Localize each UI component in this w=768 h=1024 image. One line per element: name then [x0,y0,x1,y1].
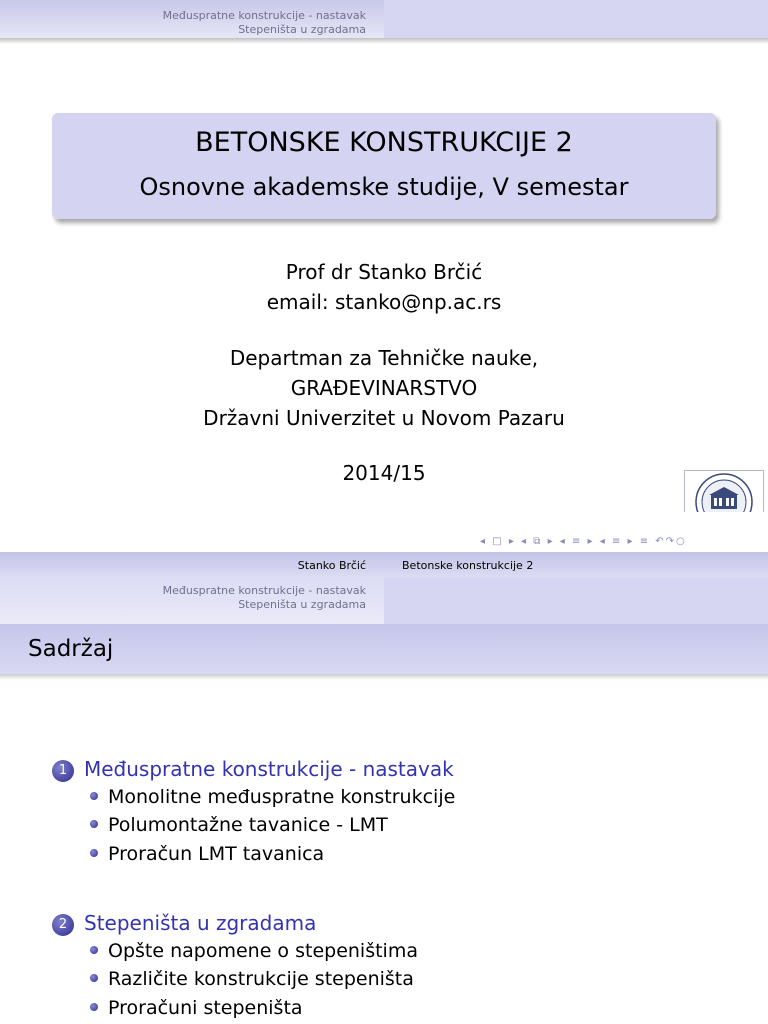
section-number-icon: 2 [52,914,74,936]
header-section-link[interactable]: Stepeništa u zgradama [238,598,366,611]
toc-section[interactable] [52,911,316,936]
author-name: Prof dr Stanko Brčić [285,260,483,284]
align-icon[interactable]: ≡ [639,536,651,547]
toc-subsection[interactable]: Različite konstrukcije stepeništa [90,968,414,990]
department-field: GRAĐEVINARSTVO [290,376,478,400]
prev-section-icon[interactable]: ◂ ≡ ▸ [559,536,595,547]
seal-icon [685,471,763,512]
footer-title: Betonske konstrukcije 2 [402,559,534,572]
header-section-link[interactable]: Međuspratne konstrukcije - nastavak [162,584,366,597]
department-line: Departman za Tehničke nauke, [229,346,539,370]
section-title: Stepeništa u zgradama [84,911,317,935]
frame-title-bar [0,624,768,674]
slide-navigation-controls[interactable] [480,536,687,547]
next-section-icon[interactable]: ◂ ≡ ▸ [599,536,635,547]
bullet-icon [90,946,98,954]
author-email: email: stanko@np.ac.rs [266,290,502,314]
bullet-icon [90,792,98,800]
toc-subsection[interactable]: Opšte napomene o stepeništima [90,940,418,962]
bullet-icon [90,1003,98,1011]
toc-subsection[interactable]: Polumontažne tavanice - LMT [90,814,388,836]
header-navigation [163,584,366,612]
presentation-title: BETONSKE KONSTRUKCIJE 2 [195,127,573,158]
toc-section[interactable] [52,757,454,782]
prev-frame-icon[interactable]: ◂ □ ▸ [480,536,516,547]
search-back-icon[interactable]: ↶↷○ [655,536,687,547]
toc-subsection[interactable]: Monolitne međuspratne konstrukcije [90,786,455,808]
slide-header [0,0,768,38]
university-seal-logo [684,470,764,512]
bullet-icon [90,849,98,857]
toc-subsection[interactable]: Proračuni stepeništa [90,997,303,1019]
header-section-link[interactable]: Međuspratne konstrukcije - nastavak [162,9,366,22]
header-section-link[interactable]: Stepeništa u zgradama [238,23,366,36]
section-title: Međuspratne konstrukcije - nastavak [84,757,454,781]
toc-subsection[interactable]: Proračun LMT tavanica [90,843,324,865]
frame-title: Sadržaj [28,636,114,662]
academic-year: 2014/15 [342,461,426,485]
title-block [52,113,716,219]
slide-footer [0,552,768,578]
university-name: Državni Univerzitet u Novom Pazaru [203,406,565,430]
presentation-subtitle: Osnovne akademske studije, V semestar [139,173,629,201]
footer-author: Stanko Brčić [297,559,366,572]
prev-subsection-icon[interactable]: ◂ ⧉ ▸ [521,536,555,547]
section-number-icon: 1 [52,760,74,782]
header-navigation [163,9,366,37]
bullet-icon [90,974,98,982]
bullet-icon [90,820,98,828]
